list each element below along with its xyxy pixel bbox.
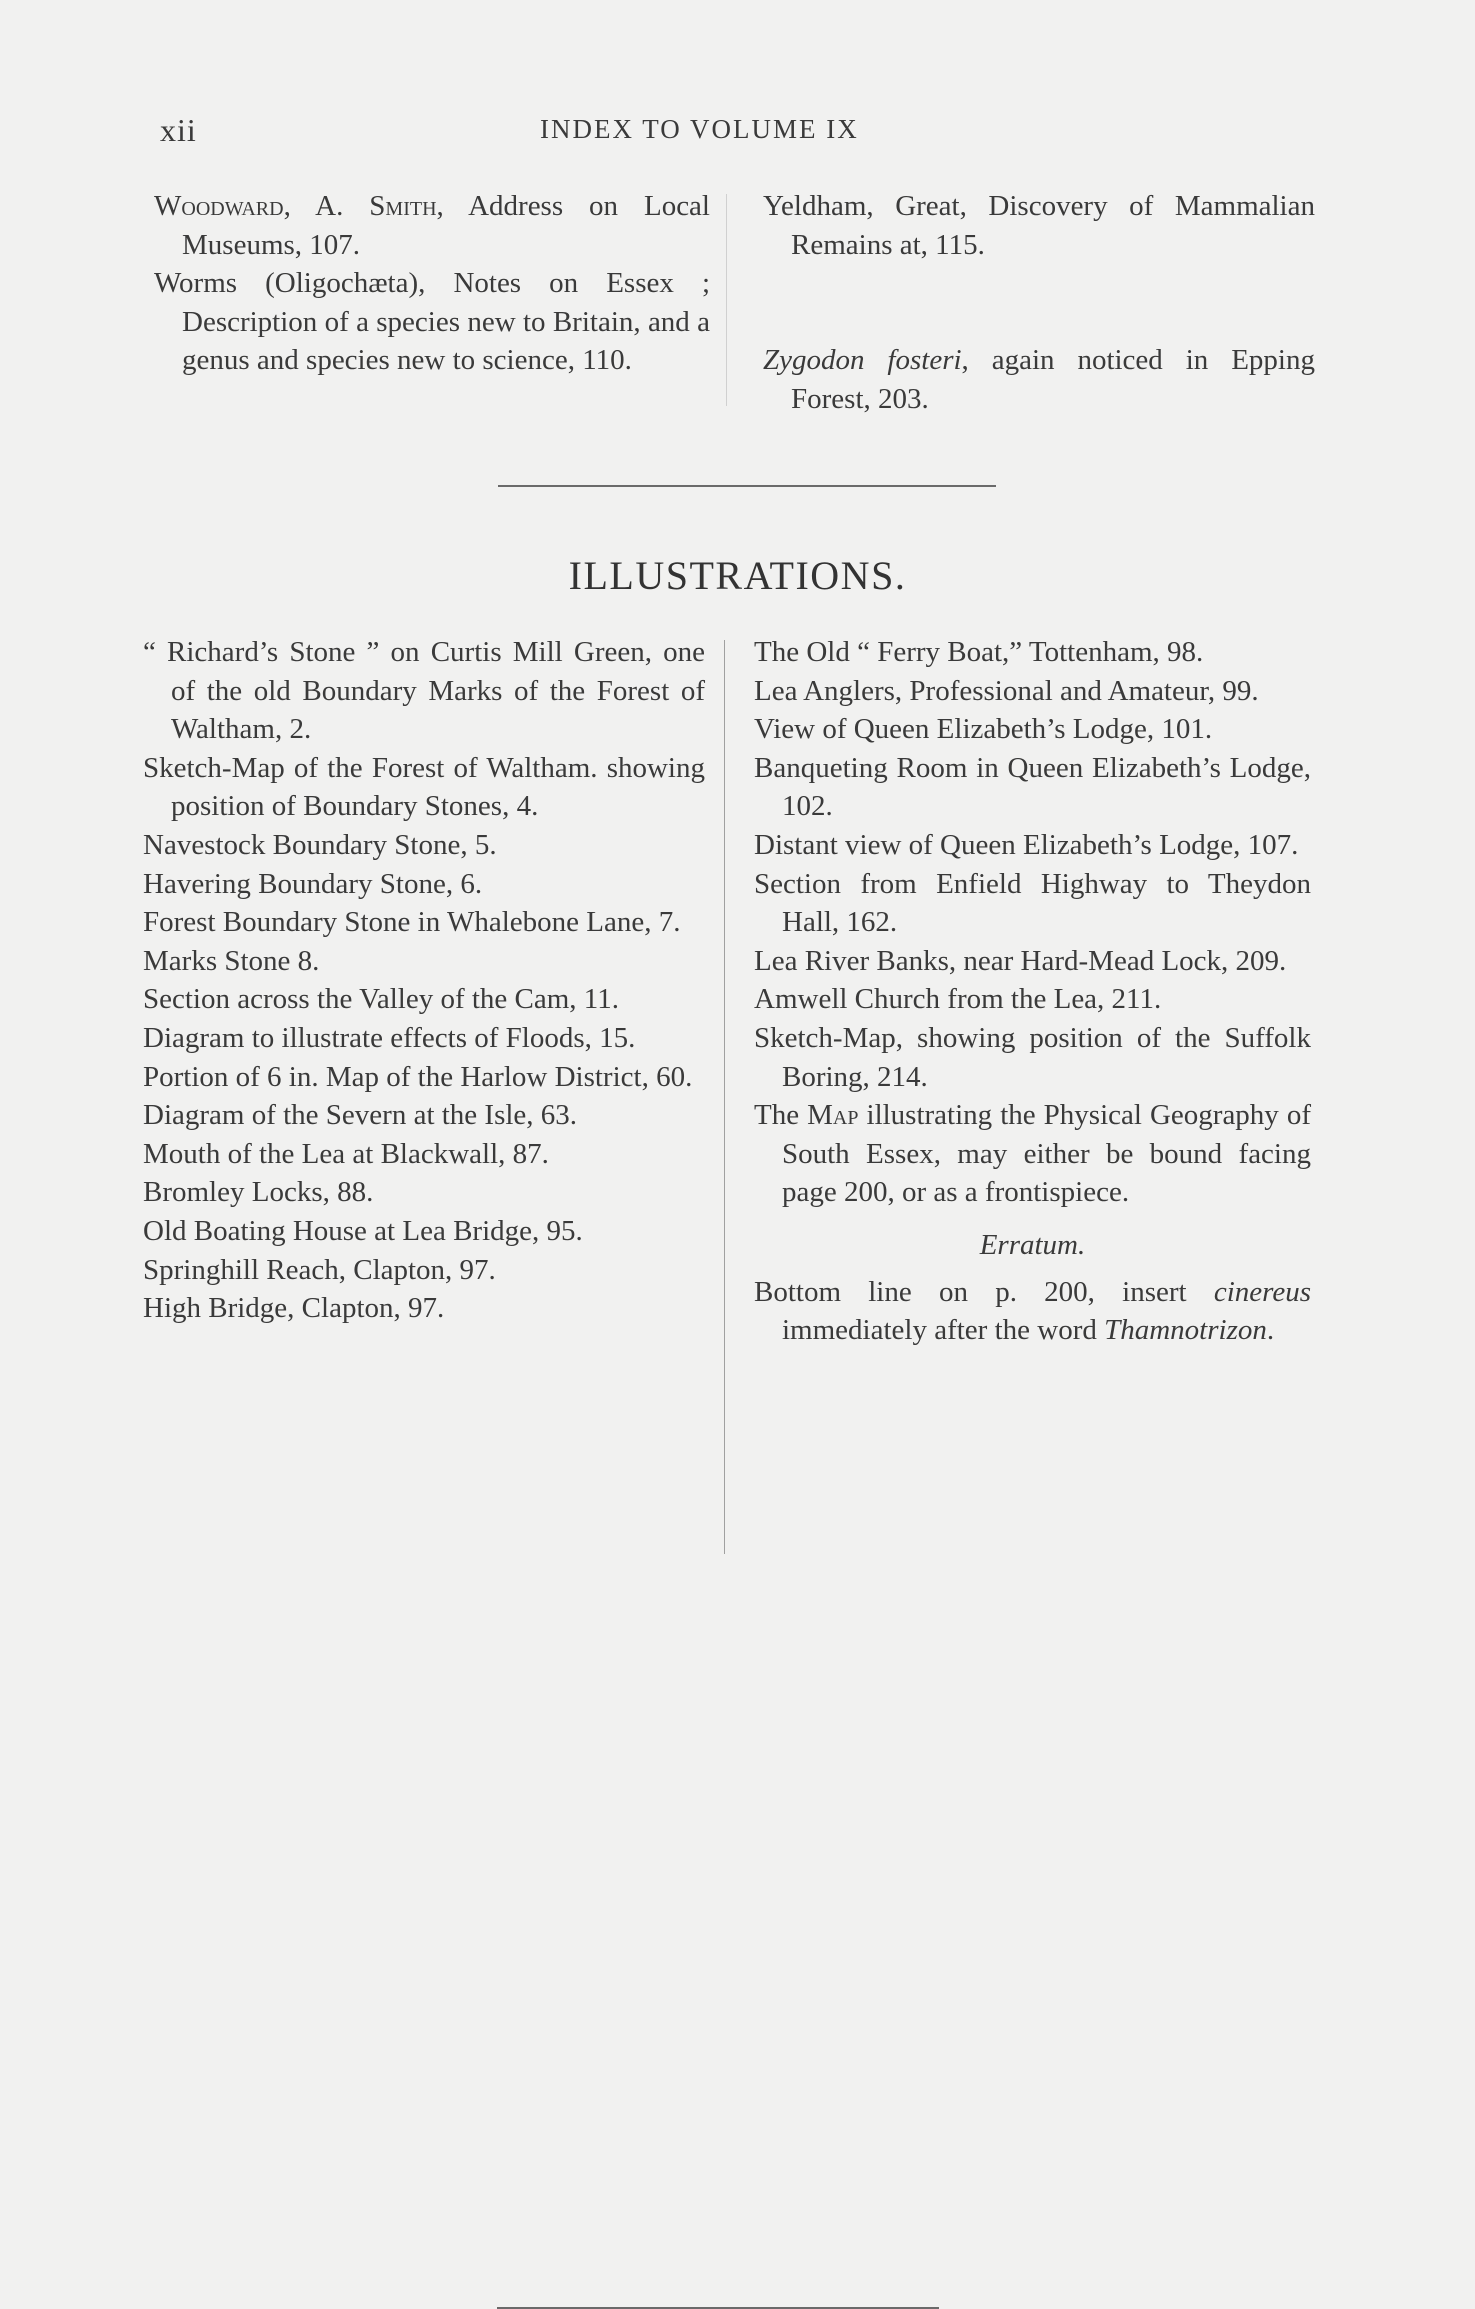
list-item: High Bridge, Clapton, 97. xyxy=(143,1292,445,1325)
list-item: Distant view of Queen Elizabeth’s Lodge, 107. xyxy=(754,828,1299,861)
list-item: View of Queen Elizabeth’s Lodge, 101. xyxy=(754,713,1213,746)
erratum-text: Bottom line on p. 200, insert cinereus immediately after the word Thamnotrizon. xyxy=(754,1275,1311,1347)
list-item: Section from Enfield Highway to Theydon Hall, 162. xyxy=(754,867,1311,939)
author-name: Smith xyxy=(369,190,437,222)
section-divider-rule xyxy=(498,485,996,487)
list-item: Mouth of the Lea at Blackwall, 87. xyxy=(143,1137,549,1170)
running-title: INDEX TO VOLUME IX xyxy=(540,114,859,144)
list-item: Springhill Reach, Clapton, 97. xyxy=(143,1253,496,1286)
list-item: Lea Anglers, Professional and Amateur, 99. xyxy=(754,674,1259,707)
species-name: Zygodon fosteri xyxy=(763,344,962,377)
list-item: “ Richard’s Stone ” on Curtis Mill Green, one of the old Boundary Marks of the Forest of Waltham, 2. xyxy=(143,636,705,746)
column-divider xyxy=(724,640,725,1554)
map-smallcaps: Map xyxy=(807,1099,859,1132)
erratum-title: Erratum. xyxy=(979,1228,1086,1261)
running-head xyxy=(0,112,1475,152)
author-surname: Woodward xyxy=(154,190,284,222)
list-item: Sketch-Map of the Forest of Waltham. showing position of Boundary Stones, 4. xyxy=(143,751,705,823)
illustrations-right-column xyxy=(754,633,1311,1350)
list-item: Bromley Locks, 88. xyxy=(143,1176,374,1209)
list-item: Navestock Boundary Stone, 5. xyxy=(143,828,497,861)
map-note: The Map illustrating the Physical Geography of South Essex, may either be bound facing page 200, or as a frontispiece. xyxy=(754,1099,1311,1209)
list-item: Portion of 6 in. Map of the Harlow District, 60. xyxy=(143,1060,693,1093)
list-item: Diagram to illustrate effects of Floods, 15. xyxy=(143,1021,636,1054)
list-item: The Old “ Ferry Boat,” Tottenham, 98. xyxy=(754,636,1204,668)
list-item: Havering Boundary Stone, 6. xyxy=(143,867,483,900)
list-item: Banqueting Room in Queen Elizabeth’s Lodge, 102. xyxy=(754,751,1311,823)
erratum-word: Thamnotrizon xyxy=(1104,1314,1267,1347)
index-entry-zygodon: Zygodon fosteri, again noticed in Epping Forest, 203. xyxy=(763,344,1315,415)
list-item: Amwell Church from the Lea, 211. xyxy=(754,983,1162,1016)
list-item: Old Boating House at Lea Bridge, 95. xyxy=(143,1214,583,1247)
list-item: Diagram of the Severn at the Isle, 63. xyxy=(143,1099,578,1132)
index-right-column xyxy=(763,187,1315,418)
index-entry-worms: Worms (Oligochæta), Notes on Essex ; Description of a species new to Britain, and a genus and species new to science, 110. xyxy=(154,267,710,377)
index-left-column xyxy=(154,187,710,380)
index-entry-yeldham: Yeldham, Great, Discovery of Mammalian Remains at, 115. xyxy=(763,190,1315,261)
list-item: Forest Boundary Stone in Whalebone Lane, 7. xyxy=(143,906,681,939)
list-item: Section across the Valley of the Cam, 11. xyxy=(143,983,619,1016)
index-entry-woodward: Woodward, A. Smith, Address on Local Museums, 107. xyxy=(154,190,710,261)
erratum-word: cinereus xyxy=(1213,1275,1311,1308)
illustrations-left-column xyxy=(143,633,705,1328)
section-heading: ILLUSTRATIONS. xyxy=(568,553,907,598)
column-divider xyxy=(726,194,727,406)
list-item: Sketch-Map, showing position of the Suffolk Boring, 214. xyxy=(754,1021,1311,1093)
page-number: xii xyxy=(160,112,197,148)
list-item: Lea River Banks, near Hard-Mead Lock, 209. xyxy=(754,944,1287,977)
list-item: Marks Stone 8. xyxy=(143,944,320,977)
